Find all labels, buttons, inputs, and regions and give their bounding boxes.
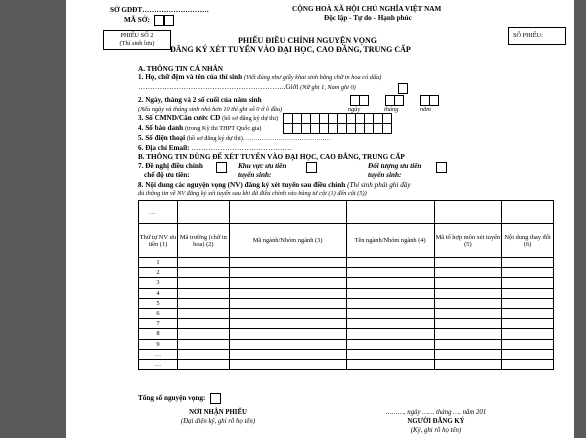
id-hint: (hồ sơ đăng ký dự thi)	[222, 115, 279, 122]
dob-hint: (Nếu ngày và tháng sinh nhỏ hơn 10 thì ghi số 0 ở ô đầu)	[138, 106, 283, 113]
region-priority-sublabel: tuyển sinh:	[238, 171, 272, 179]
total-wishes-box[interactable]	[210, 393, 221, 404]
wishes-hint-2: đủ thông tin về NV đăng ký xét tuyển sau khi đã điều chỉnh vào bảng từ cột (1) đến cột (5))	[138, 190, 367, 197]
table-row[interactable]: 7	[139, 319, 554, 329]
form-number-box	[103, 30, 171, 50]
dob-year-boxes[interactable]	[421, 95, 439, 106]
priority-adjust-box[interactable]	[216, 162, 227, 173]
group-priority-label: Đối tượng ưu tiên	[368, 162, 422, 170]
sign-date: ………, ngày …… tháng …. năm 201	[385, 409, 487, 416]
table-row[interactable]: …	[139, 349, 554, 359]
phone-label: 5. Số điện thoại	[138, 134, 186, 142]
header-major-code: Mã ngành/Nhóm ngành (3)	[229, 224, 346, 258]
form-note: (Thí sinh lưu)	[119, 40, 155, 47]
form-number: PHIẾU SỐ 2	[120, 32, 154, 39]
dob-month-caption: tháng	[384, 106, 399, 113]
table-row[interactable]: 3	[139, 278, 554, 288]
candidate-number-hint: (trong Kỳ thi THPT Quốc gia)	[184, 125, 262, 132]
email-field[interactable]: ……………………………………	[191, 144, 292, 152]
table-row[interactable]: 4	[139, 288, 554, 298]
id-label: 3. Số CMND/Căn cước CD	[138, 114, 221, 122]
gender-box[interactable]	[398, 83, 408, 94]
registrant-hint: (Ký, ghi rõ họ tên)	[410, 427, 462, 434]
form-title: PHIẾU ĐIỀU CHỈNH NGUYỆN VỌNG	[238, 36, 377, 45]
priority-label: 7. Đề nghị điều chỉnh	[138, 162, 203, 170]
email-label: 6. Địa chỉ Email:	[138, 144, 190, 152]
ma-so-box-1[interactable]	[154, 15, 164, 26]
header-school-code: Mã trường (chữ in hoa) (2)	[177, 224, 229, 258]
so-phieu-label: SỐ PHIẾU:	[513, 32, 543, 39]
full-name-hint: (Viết đúng như giấy khai sinh bằng chữ in hoa có dấu)	[243, 74, 382, 81]
candidate-number-boxes[interactable]	[284, 123, 392, 134]
group-priority-sublabel: tuyển sinh:	[368, 171, 402, 179]
wishes-hint-1: (Thí sinh phải ghi đầy	[347, 181, 411, 189]
section-b-heading: B. THÔNG TIN DÙNG ĐỂ XÉT TUYỂN VÀO ĐẠI HỌC, CAO ĐẲNG, TRUNG CẤP	[138, 153, 405, 161]
full-name-label: 1. Họ, chữ đệm và tên của thí sinh	[138, 73, 243, 81]
receiver-hint: (Đại diện ký, ghi rõ họ tên)	[180, 418, 256, 425]
total-wishes-label: Tổng số nguyện vọng:	[138, 394, 206, 402]
table-row[interactable]: 5	[139, 298, 554, 308]
table-row[interactable]: 9	[139, 339, 554, 349]
wishes-table	[138, 200, 554, 370]
dob-year-caption: năm	[420, 106, 431, 113]
header-motto: Độc lập - Tự do - Hạnh phúc	[324, 14, 412, 22]
so-phieu-box[interactable]	[508, 27, 566, 45]
table-row[interactable]: …	[139, 359, 554, 369]
receiver-title: NƠI NHẬN PHIẾU	[189, 409, 247, 416]
dob-day-boxes[interactable]	[351, 95, 369, 106]
header-subject-combo: Mã tổ hợp môn xét tuyển (5)	[434, 224, 501, 258]
table-row[interactable]: 1	[139, 258, 554, 268]
candidate-number-label: 4. Số báo danh	[138, 124, 184, 132]
header-major-name: Tên ngành/Nhóm ngành (4)	[346, 224, 434, 258]
phone-field[interactable]: (hồ sơ đăng ký dự thi)……………………………………	[186, 135, 331, 142]
full-name-field[interactable]: ……………………………………………………..Giới	[138, 83, 299, 91]
dob-label: 2. Ngày, tháng và 2 số cuối của năm sinh	[138, 96, 262, 104]
region-priority-label: Khu vực ưu tiên	[238, 162, 287, 170]
header-change-content: Nội dung thay đổi (6)	[502, 224, 554, 258]
group-priority-box[interactable]	[436, 162, 447, 173]
table-row[interactable]: 2	[139, 268, 554, 278]
wishes-label: 8. Nội dung các nguyện vọng (NV) đăng ký xét tuyển sau điều chỉnh	[138, 181, 346, 189]
form-subtitle: ĐĂNG KÝ XÉT TUYỂN VÀO ĐẠI HỌC, CAO ĐẲNG, TRUNG CẤP	[170, 45, 411, 54]
header-ma-so-label: MÃ SỞ:	[124, 16, 150, 24]
dob-month-boxes[interactable]	[386, 95, 404, 106]
section-a-heading: A. THÔNG TIN CÁ NHÂN	[138, 65, 223, 73]
priority-sublabel: chế độ ưu tiên:	[144, 171, 190, 179]
form-page	[66, 0, 574, 438]
region-priority-box[interactable]	[306, 162, 317, 173]
gender-hint: (Nữ ghi 1, Nam ghi 0)	[300, 84, 356, 91]
ma-so-box-2[interactable]	[164, 15, 174, 26]
table-row[interactable]: 8	[139, 329, 554, 339]
dob-day-caption: ngày	[348, 106, 361, 113]
table-top-cell: …	[139, 201, 178, 224]
header-national-title: CỘNG HOÀ XÃ HỘI CHỦ NGHĨA VIỆT NAM	[292, 5, 442, 13]
registrant-title: NGƯỜI ĐĂNG KÝ	[407, 418, 465, 425]
header-so-gddt: SỞ GDĐT……………………….	[110, 6, 209, 14]
table-row[interactable]: 6	[139, 308, 554, 318]
header-priority-order: Thứ tự NV ưu tiên (1)	[139, 224, 178, 258]
